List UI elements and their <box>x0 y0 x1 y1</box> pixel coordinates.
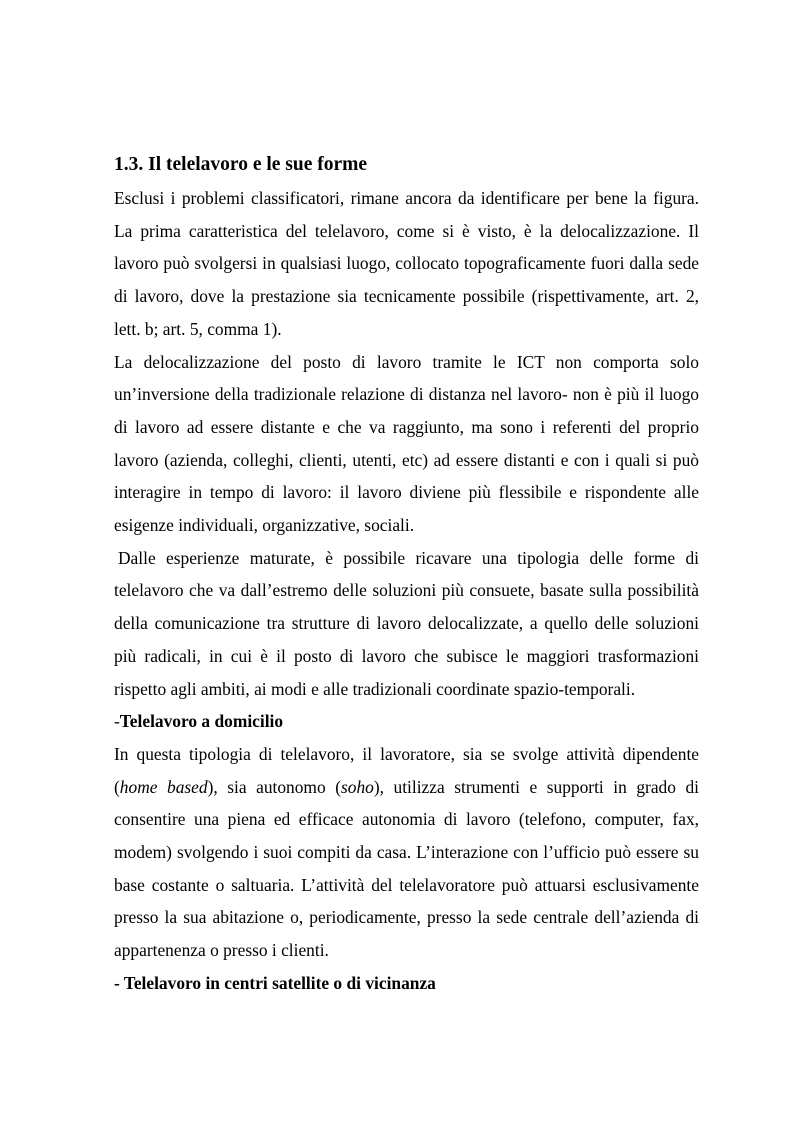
italic-term-home-based: home based <box>119 776 208 797</box>
italic-term-soho: soho <box>341 776 374 797</box>
paragraph-text-part: In questa tipologia di telelavoro, il lavoratore, sia se svolge attività dipendente ( <box>114 743 699 797</box>
section-heading: 1.3. Il telelavoro e le sue forme <box>114 154 368 175</box>
paragraph-ict: La delocalizzazione del posto di lavoro tramite le ICT non comporta solo un’inversione della tradizionale relazione di distanza nel lavoro- non è più il luogo di lavoro ad essere distante e che va raggiunto, ma sono i referenti del proprio lavoro (azienda, colleghi, clienti, utenti, etc) ad essere distanti e con i quali si può interagire in tempo di lavoro: il lavoro diviene più flessibile e rispondente alle esigenze individuali, organizzative, sociali. <box>114 351 699 536</box>
paragraph-text-part: ), utilizza strumenti e supporti in grado di consentire una piena ed efficace autonomia di lavoro (telefono, computer, fax, modem) svolgendo i suoi compiti da casa. L’interazione con l’ufficio può essere su base costante o saltuaria. L’attività del telelavoratore può attuarsi esclusivamente presso la sua abitazione o, periodicamente, presso la sede centrale dell’azienda di appartenenza o presso i clienti. <box>114 776 699 961</box>
subheading-home-telework-title: Telelavoro a domicilio <box>119 711 284 732</box>
document-page <box>114 148 699 1000</box>
paragraph-text-part: ), sia autonomo ( <box>207 776 341 797</box>
paragraph-typology: Dalle esperienze maturate, è possibile ricavare una tipologia delle forme di telelavoro che va dall’estremo delle soluzioni più consuete, basate sulla possibilità della comunicazione tra strutture di lavoro delocalizzate, a quello delle soluzioni più radicali, in cui è il posto di lavoro che subisce le maggiori trasformazioni rispetto agli ambiti, ai modi e alle tradizionali coordinate spazio-temporali. <box>114 547 699 699</box>
paragraph-home-telework <box>114 738 699 967</box>
subheading-home-telework <box>114 705 699 738</box>
subheading-satellite-centers: - Telelavoro in centri satellite o di vicinanza <box>114 972 436 993</box>
subheading-prefix: - <box>114 711 120 732</box>
paragraph-delocalization: Esclusi i problemi classificatori, rimane ancora da identificare per bene la figura. La prima caratteristica del telelavoro, come si è visto, è la delocalizzazione. Il lavoro può svolgersi in qualsiasi luogo, collocato topograficamente fuori dalla sede di lavoro, dove la prestazione sia tecnicamente possibile (rispettivamente, art. 2, lett. b; art. 5, comma 1). <box>114 188 699 339</box>
